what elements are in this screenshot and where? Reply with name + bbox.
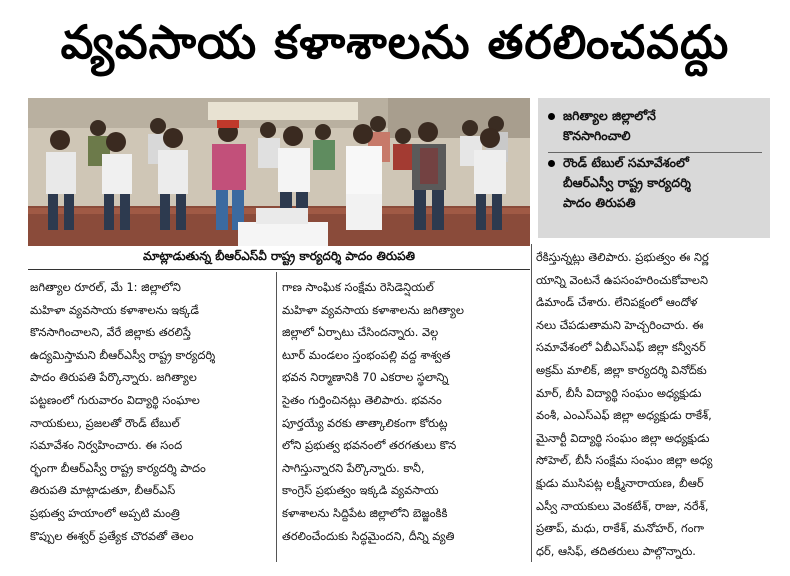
text-line: ఎస్వీ నాయకులు వెంకటేశ్‌, రాజు, నరేశ్‌, bbox=[536, 498, 709, 513]
text-line: నాయకులు, ప్రజలతో రౌండ్‌ టేబుల్‌ bbox=[30, 415, 180, 430]
highlight-line: పాదం తిరుపతి bbox=[563, 195, 636, 210]
text-line: మహిళా వ్యవసాయ కళాశాలను జగిత్యాల bbox=[282, 302, 464, 317]
highlight-line: జగిత్యాల జిల్లాలోనే bbox=[563, 108, 656, 123]
text-line: యాన్ని వెంటనే ఉపసంహరించుకోవాలని bbox=[536, 272, 708, 287]
text-line: జిల్లాలో ఏర్పాటు చేసిందన్నారు. వెల్గ bbox=[282, 325, 439, 340]
highlight-line: కొనసాగించాలి bbox=[563, 128, 631, 143]
news-photo bbox=[28, 98, 530, 246]
column-rule bbox=[276, 272, 277, 562]
highlight-line: బీఆర్‌ఎస్వీ రాష్ట్ర కార్యదర్శి bbox=[563, 175, 691, 190]
text-line: సమావేశంలో ఏబీఎస్‌ఎఫ్‌ జిల్లా కన్వీనర్‌ bbox=[536, 340, 706, 355]
text-line: మార్‌, బీసీ విద్యార్థి సంఘం అధ్యక్షుడు bbox=[536, 385, 702, 400]
text-line: నలు చేపడుతామని హెచ్చరించారు. ఈ bbox=[536, 317, 704, 332]
text-line: లోని ప్రభుత్వ భవనంలో తరగతులు కొన bbox=[282, 438, 457, 453]
text-line: కొనసాగించాలని, వేరే జిల్లాకు తరలిస్తే bbox=[30, 325, 191, 340]
highlights-box bbox=[538, 98, 770, 238]
text-line: జగిత్యాల రూరల్‌, మే 1: జిల్లాలోని bbox=[30, 280, 181, 294]
text-line: క్షుడు ముసిపట్ల లక్ష్మీనారాయణ, బీఆర్‌ bbox=[536, 475, 704, 490]
column-rule bbox=[531, 244, 532, 562]
text-line: సోహెల్‌, బీసీ సంక్షేమ సంఘం జిల్లా అధ్య bbox=[536, 453, 713, 468]
text-line: తిరుపతి మాట్లాడుతూ, బీఆర్‌ఎస్‌ bbox=[30, 483, 176, 498]
article-column-3 bbox=[536, 246, 776, 562]
text-line: సైతం గుర్తించినట్లు తెలిపారు. భవనం bbox=[282, 392, 442, 407]
text-line: పట్టణంలో గురువారం విద్యార్థి సంఘాల bbox=[30, 392, 200, 407]
text-line: మహిళా వ్యవసాయ కళాశాలను ఇక్కడే bbox=[30, 302, 199, 317]
text-line: ప్రతాప్‌, మధు, రాకేశ్‌, మనోహర్‌, గంగా bbox=[536, 521, 704, 536]
text-line: టూర్‌ మండలం స్తంభంపల్లి వద్ద శాశ్వత bbox=[282, 347, 451, 362]
photo-caption: మాట్లాడుతున్న బీఆర్‌ఎస్‌వీ రాష్ట్ర కార్యదర్శి పాదం తిరుపతి bbox=[28, 246, 530, 270]
highlight-line: రౌండ్‌ టేబుల్‌ సమావేశంలో bbox=[563, 155, 689, 170]
text-line: సమావేశం నిర్వహించారు. ఈ సంద bbox=[30, 438, 183, 453]
text-line: ప్రభుత్వ హయాంలో అప్పటి మంత్రి bbox=[30, 505, 180, 520]
highlight-item bbox=[548, 106, 762, 146]
text-line: ర్భంగా బీఆర్‌ఎస్వీ రాష్ట్ర కార్యదర్శి పాదం bbox=[30, 460, 206, 475]
text-line: తరలించేందుకు సిద్ధమైందని, దీన్ని వ్యతి bbox=[282, 528, 455, 543]
article-column-2 bbox=[282, 276, 526, 547]
headline: వ్యవసాయ కళాశాలను తరలించవద్దు bbox=[60, 15, 730, 69]
text-line: కళాశాలను సిద్దిపేట జిల్లాలోని బెజ్జంకికి bbox=[282, 505, 448, 520]
bullet-icon bbox=[548, 160, 555, 167]
text-line: కొప్పుల ఈశ్వర్‌ ప్రత్యేక చొరవతో తెలం bbox=[30, 528, 194, 543]
text-line: అక్రమ్‌ మాలిక్‌, జిల్లా కార్యదర్శి వినోద్‌కు bbox=[536, 362, 707, 377]
highlight-item bbox=[548, 153, 762, 213]
text-line: మైనార్టీ విద్యార్థి సంఘం జిల్లా అధ్యక్షుడు bbox=[536, 430, 710, 445]
text-line: సాగిస్తున్నారని పేర్కొన్నారు. కానీ, bbox=[282, 460, 425, 475]
group-photo-illustration bbox=[28, 98, 530, 246]
text-line: భవన నిర్మాణానికి 70 ఎకరాల స్థలాన్ని bbox=[282, 370, 449, 385]
text-line: కాంగ్రెస్‌ ప్రభుత్వం ఇక్కడి వ్యవసాయ bbox=[282, 483, 439, 498]
text-line: డిమాండ్‌ చేశారు. లేనిపక్షంలో ఆందోళ bbox=[536, 295, 698, 310]
text-line: పూర్తయ్యే వరకు తాత్కాలికంగా కోరుట్ల bbox=[282, 415, 448, 430]
text-line: రేకిస్తున్నట్లు తెలిపారు. ప్రభుత్వం ఈ నిర్ణ bbox=[536, 250, 709, 264]
text-line: పాదం తిరుపతి పేర్కొన్నారు. జగిత్యాల bbox=[30, 370, 197, 385]
bullet-icon bbox=[548, 113, 555, 120]
text-line: వంశీ, ఎంఎస్‌ఎఫ్‌ జిల్లా అధ్యక్షుడు రాకేశ్‌, bbox=[536, 408, 712, 423]
article-column-1 bbox=[30, 276, 270, 547]
text-line: గాణ సాంఘిక సంక్షేమ రెసిడెన్షియల్‌ bbox=[282, 280, 434, 294]
text-line: ధర్‌, ఆసిఫ్‌, తదితరులు పాల్గొన్నారు. bbox=[536, 543, 696, 558]
text-line: ఉద్యమిస్తామని బీఆర్‌ఎస్వీ రాష్ట్ర కార్యదర్శి bbox=[30, 347, 216, 362]
